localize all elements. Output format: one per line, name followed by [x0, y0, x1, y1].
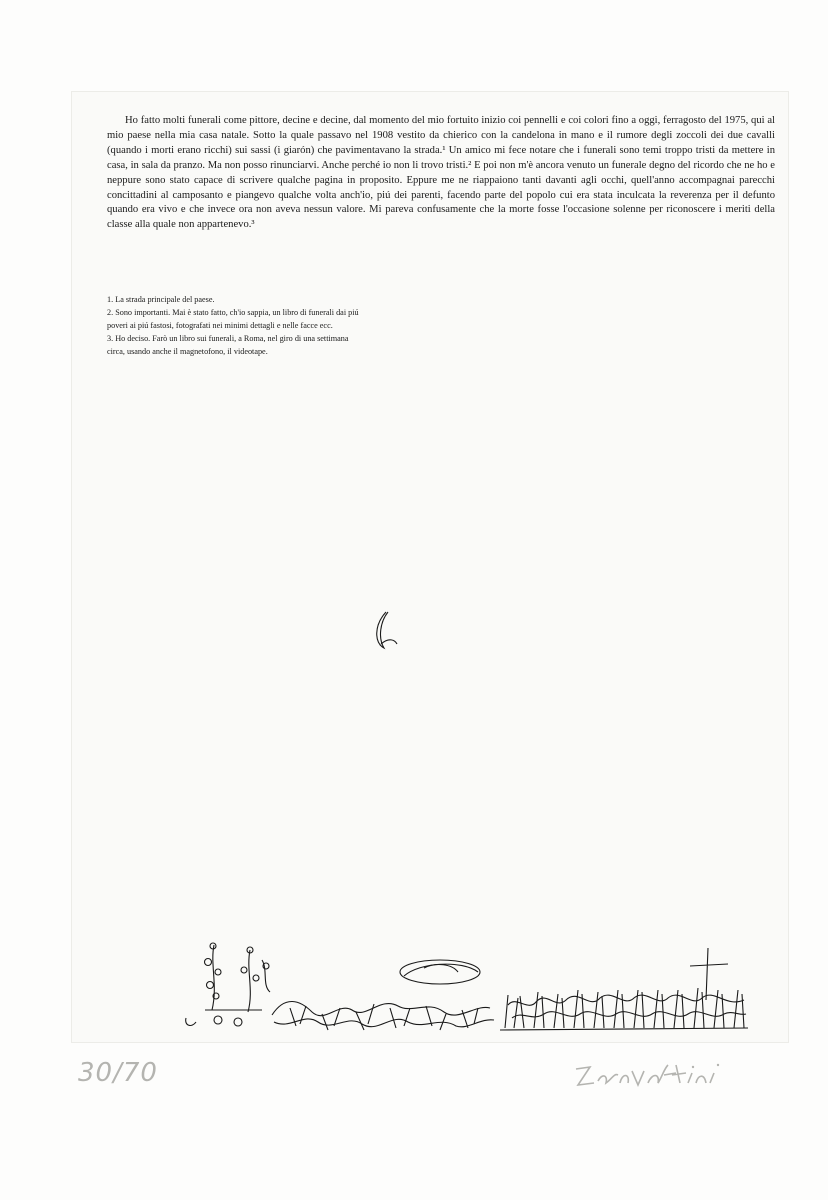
footnote-1: 1. La strada principale del paese.: [107, 295, 215, 304]
footnotes: [107, 293, 359, 358]
edition-number: 30/70: [78, 1058, 158, 1088]
main-paragraph-text: Ho fatto molti funerali come pittore, decine e decine, dal momento del mio fortuito inizio coi pennelli e coi colori fino a oggi, ferragosto del 1975, qui al mio paese nella mia casa natale. Sotto la quale passavo nel 1908 vestito da chierico con la candelona in mano e il rumore degli zoccoli dei due cavalli (quando i morti erano ricchi) sui sassi (i giarón) che pavimentavano la strada.¹ Un amico mi fece notare che i funerali sono temi troppo tristi da mettere in casa, in sala da pranzo. Ma non posso rinunciarvi. Anche perché io non li trovo tristi.² E poi non m'è ancora venuto un funerale degno del ricordo che ne ho e neppure sono stato capace di scrivere qualche pagina in proposito. Eppure me ne riappaiono tanti davanti agli occhi, quell'anno accompagnai parecchi concittadini al camposanto e piangevo qualche volta anch'io, piú dei parenti, facendo parte del popolo cui era stata inculcata la reverenza per il defunto quando era vivo e che invece ora non aveva nessun valore. Mi pareva confusamente che la morte fosse l'occasione solenne per riconoscere i meriti della classe alla quale non appartenevo.³: [107, 115, 775, 231]
footnote-3: 3. Ho deciso. Farò un libro sui funerali, a Roma, nel giro di una settimana circa, usando anche il magnetofono, il videotape.: [107, 334, 349, 356]
signature: [572, 1055, 742, 1095]
plate-mark: [72, 92, 788, 1042]
main-paragraph: [107, 114, 775, 233]
footnote-2: 2. Sono importanti. Mai è stato fatto, ch'io sappia, un libro di funerali dai piú poveri ai piú fastosi, fotografati nei minimi dettagli e nelle facce ecc.: [107, 308, 359, 330]
